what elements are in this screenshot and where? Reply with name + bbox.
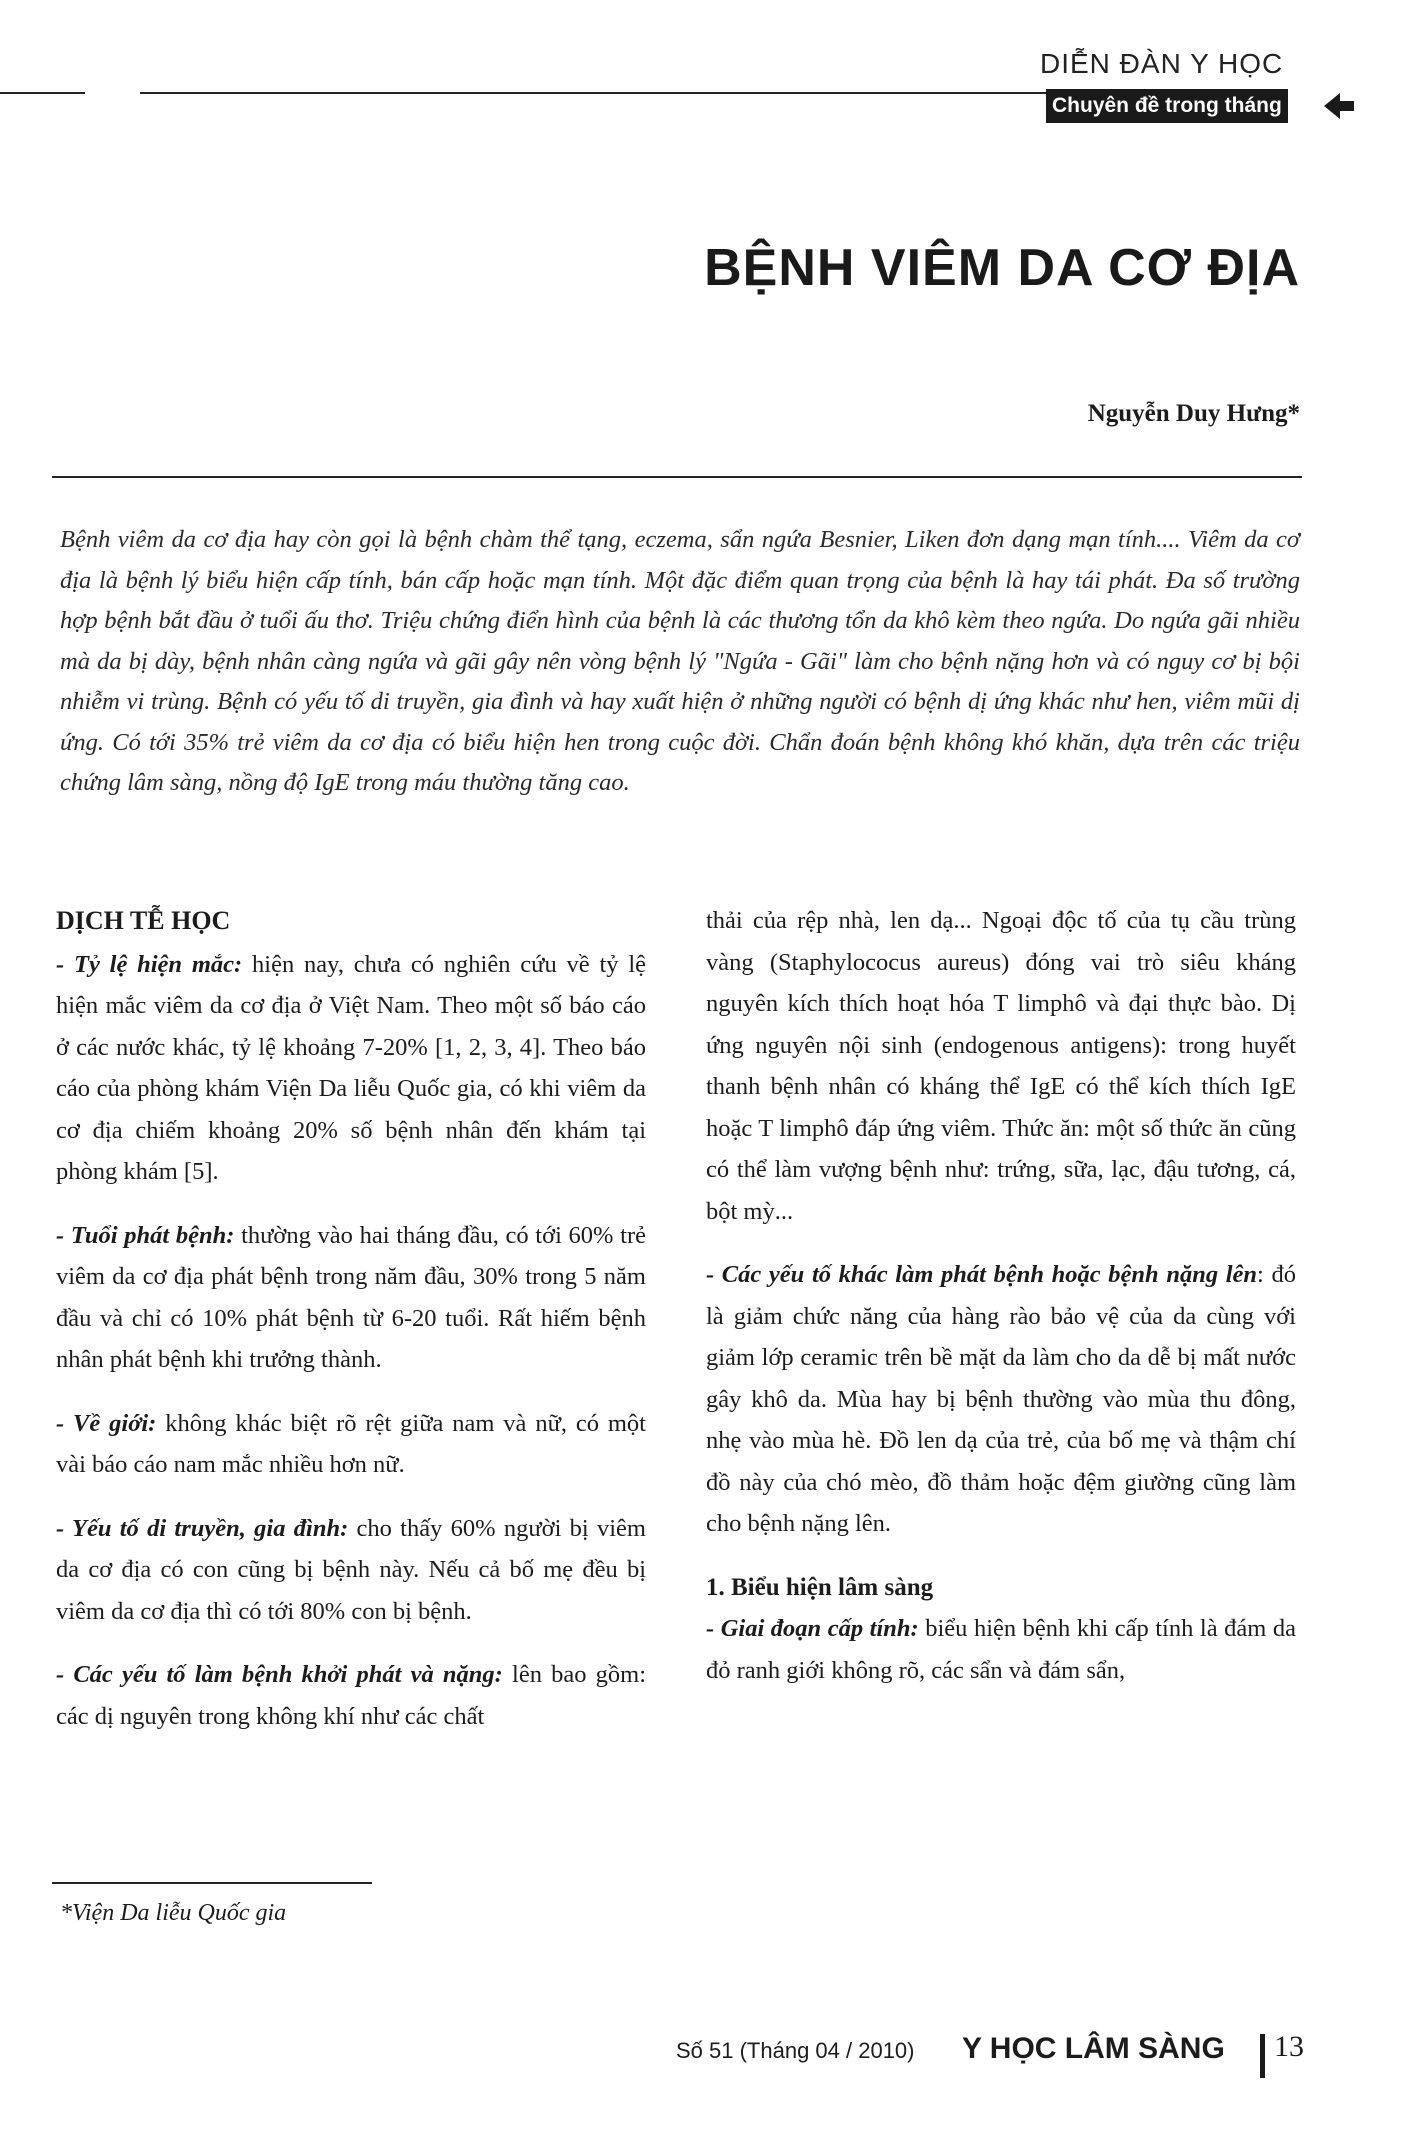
- section-tag: Chuyên đề trong tháng: [1046, 89, 1288, 123]
- arrow-left-icon: [1322, 89, 1356, 123]
- text-gender: không khác biệt rõ rệt giữa nam và nữ, có một vài báo cáo nam mắc nhiều hơn nữ.: [56, 1409, 646, 1478]
- footnote: *Viện Da liễu Quốc gia: [60, 1900, 287, 1926]
- paragraph-other-factors: [706, 1254, 1296, 1545]
- subheading-clinical: 1. Biểu hiện lâm sàng: [706, 1573, 934, 1601]
- left-column: [56, 900, 646, 1759]
- text-onset-age: thường vào hai tháng đầu, có tới 60% trẻ viêm da cơ địa phát bệnh trong năm đầu, 30% trong 5 năm đầu và chỉ có 10% phát bệnh từ 6-20 tuổi. Rất hiếm bệnh nhân phát bệnh khi trưởng thành.: [56, 1221, 646, 1373]
- term-other-factors: - Các yếu tố khác làm phát bệnh hoặc bệnh nặng lên: [706, 1261, 1258, 1288]
- right-column: [706, 900, 1296, 1713]
- term-onset-age: - Tuổi phát bệnh:: [56, 1221, 235, 1249]
- page-number: 13: [1274, 2030, 1304, 2063]
- footer-issue: Số 51 (Tháng 04 / 2010): [676, 2038, 915, 2063]
- text-triggers: lên bao gồm: các dị nguyên trong không khí như các chất: [56, 1661, 647, 1730]
- term-prevalence: - Tỷ lệ hiện mắc:: [56, 950, 243, 978]
- paragraph-onset-age: [56, 1215, 646, 1381]
- term-gender: - Về giới:: [56, 1409, 157, 1437]
- paragraph-triggers: [56, 1654, 646, 1737]
- paragraph-gender: [56, 1403, 646, 1486]
- abstract: Bệnh viêm da cơ địa hay còn gọi là bệnh chàm thể tạng, eczema, sẩn ngứa Besnier, Liken đơn dạng mạn tính.... Viêm da cơ địa là bệnh lý biểu hiện cấp tính, bán cấp hoặc mạn tính. Một đặc điểm quan trọng của bệnh là hay tái phát. Đa số trường hợp bệnh bắt đầu ở tuổi ấu thơ. Triệu chứng điển hình của bệnh là các thương tổn da khô kèm theo ngứa. Do ngứa gãi nhiều mà da bị dày, bệnh nhân càng ngứa và gãi gây nên vòng bệnh lý "Ngứa - Gãi" làm cho bệnh nặng hơn và có nguy cơ bị bội nhiễm vi trùng. Bệnh có yếu tố di truyền, gia đình và hay xuất hiện ở những người có bệnh dị ứng khác như hen, viêm mũi dị ứng. Có tới 35% trẻ viêm da cơ địa có biểu hiện hen trong cuộc đời. Chẩn đoán bệnh không khó khăn, dựa trên các triệu chứng lâm sàng, nồng độ IgE trong máu thường tăng cao.: [60, 526, 1300, 796]
- text-prevalence: hiện nay, chưa có nghiên cứu về tỷ lệ hiện mắc viêm da cơ địa ở Việt Nam. Theo một số báo cáo ở các nước khác, tỷ lệ khoảng 7-20% [1, 2, 3, 4]. Theo báo cáo của phòng khám Viện Da liễu Quốc gia, có khi viêm da cơ địa chiếm khoảng 20% số bệnh nhân đến khám tại phòng khám [5].: [56, 950, 647, 1185]
- section-title: DIỄN ĐÀN Y HỌC: [1040, 48, 1284, 79]
- text-other-factors: : đó là giảm chức năng của hàng rào bảo vệ của da cùng với giảm lớp ceramic trên bề mặt da làm cho da dễ bị mất nước gây khô da. Mùa hay bị bệnh thường vào mùa thu đông, nhẹ vào mùa hè. Đồ len dạ của trẻ, của bố mẹ và thậm chí đồ này của chó mèo, đồ thảm hoặc đệm giường cũng làm cho bệnh nặng lên.: [706, 1261, 1296, 1537]
- paragraph-allergens: thải của rệp nhà, len dạ... Ngoại độc tố của tụ cầu trùng vàng (Staphylococus aureus) đóng vai trò siêu kháng nguyên kích thích hoạt hóa T limphô và đại thực bào. Dị ứng nguyên nội sinh (endogenous antigens): trong huyết thanh bệnh nhân có kháng thể IgE có thể kích thích IgE hoặc T limphô đáp ứng viêm. Thức ăn: một số thức ăn cũng có thể làm vượng bệnh như: trứng, sữa, lạc, đậu tương, cá, bột mỳ...: [706, 907, 1296, 1225]
- term-heredity: - Yếu tố di truyền, gia đình:: [56, 1514, 349, 1542]
- article-title: BỆNH VIÊM DA CƠ ĐỊA: [704, 239, 1300, 297]
- text-acute-stage: biểu hiện bệnh khi cấp tính là đám da đỏ ranh giới không rõ, các sẩn và đám sẩn,: [706, 1615, 1296, 1684]
- text-heredity: cho thấy 60% người bị viêm da cơ địa có con cũng bị bệnh này. Nếu cả bố mẹ đều bị viêm da cơ địa thì có tới 80% con bị bệnh.: [56, 1514, 646, 1625]
- paragraph-prevalence: [56, 944, 646, 1193]
- term-triggers: - Các yếu tố làm bệnh khởi phát và nặng:: [56, 1661, 503, 1688]
- term-acute-stage: - Giai đoạn cấp tính:: [706, 1615, 919, 1642]
- paragraph-acute-stage: [706, 1608, 1296, 1691]
- section-heading-epidemiology: DỊCH TỄ HỌC: [56, 906, 231, 935]
- footnote-rule: [52, 1882, 372, 1884]
- title-divider: [52, 476, 1302, 478]
- paragraph-heredity: [56, 1508, 646, 1633]
- footer-journal-name: Y HỌC LÂM SÀNG: [962, 2032, 1225, 2065]
- header-rule-short: [0, 92, 85, 94]
- header-rule-long: [140, 92, 1046, 94]
- footer-divider-bar: [1260, 2034, 1265, 2078]
- author-name: Nguyễn Duy Hưng*: [1087, 400, 1300, 427]
